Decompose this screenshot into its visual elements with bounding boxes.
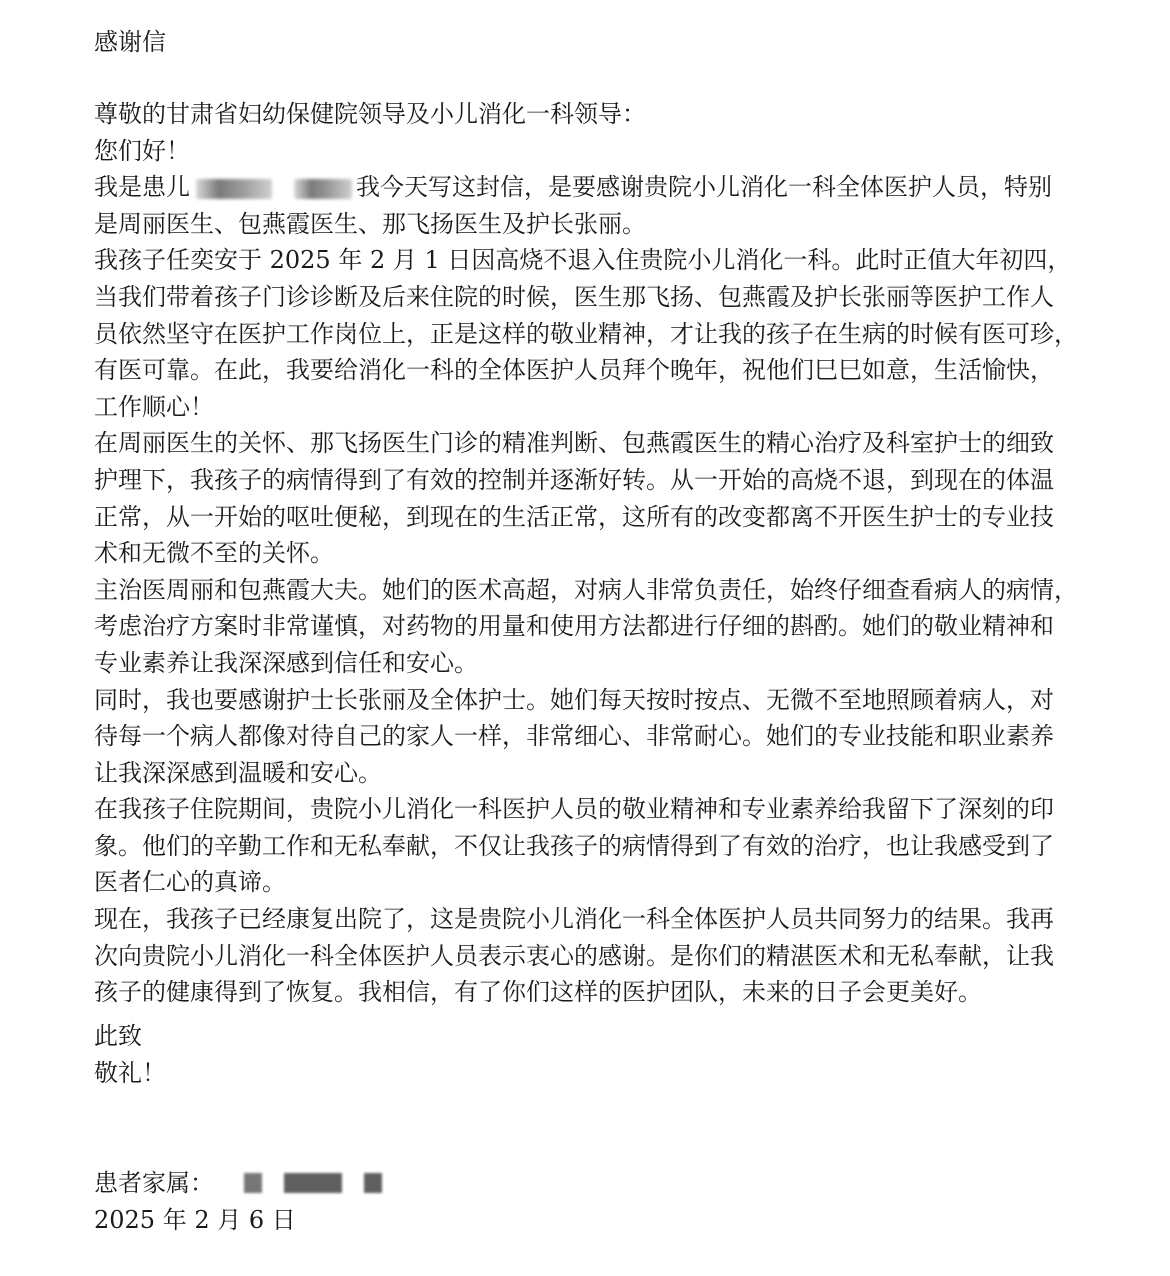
paragraph-line: 我孩子任奕安于 2025 年 2 月 1 日因高烧不退入住贵院小儿消化一科。此时正值大年初四，: [94, 246, 1072, 275]
paragraph-line: 当我们带着孩子门诊诊断及后来住院的时候，医生那飞扬、包燕霞及护长张丽等医护工作人: [94, 282, 1054, 311]
paragraph-gratitude: [94, 901, 1094, 1011]
paragraph-admission: [94, 242, 1094, 425]
paragraph-line: 孩子的健康得到了恢复。我相信，有了你们这样的医护团队，未来的日子会更美好。: [94, 978, 982, 1007]
paragraph-line: 工作顺心！: [94, 392, 214, 421]
intro-line-1-start: 我是患儿: [94, 173, 190, 202]
paragraph-line: 术和无微不至的关怀。: [94, 539, 334, 568]
signature-block: [94, 1165, 382, 1238]
intro-line-1: [94, 169, 1094, 206]
intro-line-2: 是周丽医生、包燕霞医生、那飞扬医生及护长张丽。: [94, 209, 646, 238]
redacted-patient-name: [196, 179, 272, 199]
paragraph-line: 次向贵院小儿消化一科全体医护人员表示衷心的感谢。是你们的精湛医术和无私奉献，让我: [94, 941, 1054, 970]
paragraph-line: 在周丽医生的关怀、那飞扬医生门诊的精准判断、包燕霞医生的精心治疗及科室护士的细致: [94, 429, 1054, 458]
letter-title: 感谢信: [94, 28, 166, 56]
paragraph-impression: [94, 791, 1094, 901]
letter-body: [94, 96, 1094, 1011]
paragraph-nurses: [94, 682, 1094, 792]
closing-jing-li: 敬礼！: [94, 1058, 166, 1087]
signature-row: [94, 1165, 382, 1202]
paragraph-line: 正常，从一开始的呕吐便秘，到现在的生活正常，这所有的改变都离不开医生护士的专业技: [94, 502, 1054, 531]
paragraph-line: 让我深深感到温暖和安心。: [94, 758, 382, 787]
paragraph-line: 主治医周丽和包燕霞大夫。她们的医术高超，对病人非常负责任，始终仔细查看病人的病情，: [94, 575, 1078, 604]
paragraph-line: 考虑治疗方案时非常谨慎，对药物的用量和使用方法都进行仔细的斟酌。她们的敬业精神和: [94, 612, 1054, 641]
paragraph-line: 有医可靠。在此，我要给消化一科的全体医护人员拜个晚年，祝他们巳巳如意，生活愉快，: [94, 356, 1054, 385]
redacted-patient-name-2: [294, 179, 352, 199]
paragraph-intro: [94, 169, 1094, 242]
paragraph-doctors: [94, 572, 1094, 682]
salutation: 尊敬的甘肃省妇幼保健院领导及小儿消化一科领导：: [94, 100, 646, 128]
closing: [94, 1018, 166, 1091]
greeting: 您们好！: [94, 136, 190, 165]
paragraph-line: 在我孩子住院期间，贵院小儿消化一科医护人员的敬业精神和专业素养给我留下了深刻的印: [94, 795, 1054, 824]
paragraph-line: 待每一个病人都像对待自己的家人一样，非常细心、非常耐心。她们的专业技能和职业素养: [94, 722, 1054, 751]
closing-ci-zhi: 此致: [94, 1022, 142, 1050]
paragraph-line: 现在，我孩子已经康复出院了，这是贵院小儿消化一科全体医护人员共同努力的结果。我再: [94, 905, 1054, 934]
paragraph-line: 员依然坚守在医护工作岗位上，正是这样的敬业精神，才让我的孩子在生病的时候有医可珍，: [94, 319, 1078, 348]
redacted-signature-2: [284, 1173, 342, 1193]
signature-label: 患者家属：: [94, 1169, 214, 1197]
redacted-signature-1: [244, 1173, 262, 1193]
paragraph-line: 医者仁心的真谛。: [94, 868, 286, 897]
paragraph-treatment: [94, 425, 1094, 571]
paragraph-line: 象。他们的辛勤工作和无私奉献，不仅让我孩子的病情得到了有效的治疗，也让我感受到了: [94, 831, 1054, 860]
letter-date: 2025 年 2 月 6 日: [94, 1205, 296, 1234]
intro-line-1-end: 我今天写这封信，是要感谢贵院小儿消化一科全体医护人员，特别: [356, 173, 1052, 202]
paragraph-line: 护理下，我孩子的病情得到了有效的控制并逐渐好转。从一开始的高烧不退，到现在的体温: [94, 465, 1054, 494]
paragraph-line: 专业素养让我深深感到信任和安心。: [94, 648, 478, 677]
paragraph-line: 同时，我也要感谢护士长张丽及全体护士。她们每天按时按点、无微不至地照顾着病人，对: [94, 685, 1054, 714]
redacted-signature-3: [364, 1173, 382, 1193]
